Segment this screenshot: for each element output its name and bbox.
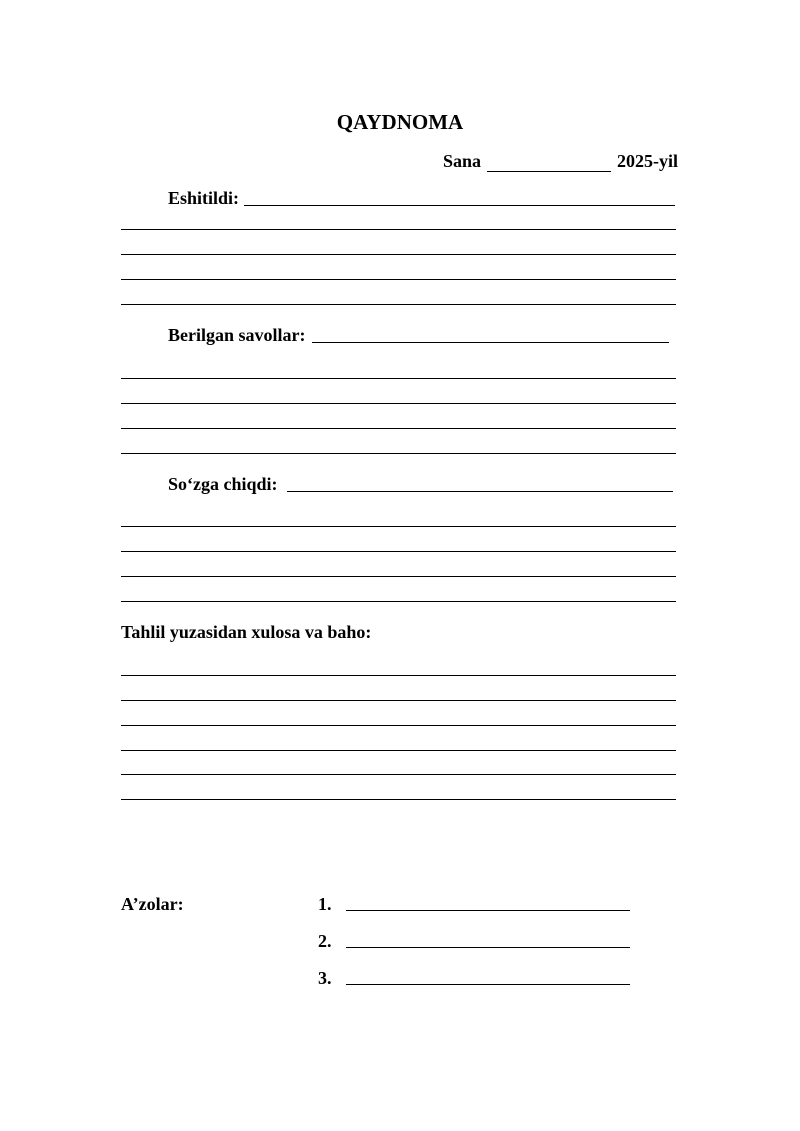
member-number-3: 3. <box>318 968 332 988</box>
heard-inline-blank[interactable] <box>244 205 675 206</box>
document-title: QAYDNOMA <box>336 110 464 134</box>
spoke-line-4[interactable] <box>121 601 676 602</box>
conclusion-label: Tahlil yuzasidan xulosa va baho: <box>121 622 372 642</box>
date-line <box>443 150 678 172</box>
questions-label: Berilgan savollar: <box>168 325 306 345</box>
spoke-line-1[interactable] <box>121 526 676 527</box>
questions-line-2[interactable] <box>121 403 676 404</box>
spoke-line-2[interactable] <box>121 551 676 552</box>
spoke-inline-blank[interactable] <box>287 491 673 492</box>
heard-line-2[interactable] <box>121 254 676 255</box>
heard-line-3[interactable] <box>121 279 676 280</box>
member-number-2: 2. <box>318 931 332 951</box>
heard-line-1[interactable] <box>121 229 676 230</box>
member-signature-line-2[interactable] <box>346 947 630 948</box>
questions-inline-blank[interactable] <box>312 342 669 343</box>
conclusion-line-3[interactable] <box>121 725 676 726</box>
member-signature-line-1[interactable] <box>346 910 630 911</box>
conclusion-line-2[interactable] <box>121 700 676 701</box>
conclusion-line-1[interactable] <box>121 675 676 676</box>
date-prefix: Sana <box>443 151 482 171</box>
spoke-line-3[interactable] <box>121 576 676 577</box>
date-suffix: 2025-yil <box>617 151 679 171</box>
spoke-label: So‘zga chiqdi: <box>168 474 278 494</box>
member-number-1: 1. <box>318 894 332 914</box>
questions-line-3[interactable] <box>121 428 676 429</box>
conclusion-line-4[interactable] <box>121 750 676 751</box>
conclusion-line-5[interactable] <box>121 774 676 775</box>
member-signature-line-3[interactable] <box>346 984 630 985</box>
conclusion-line-6[interactable] <box>121 799 676 800</box>
heard-line-4[interactable] <box>121 304 676 305</box>
date-blank-field[interactable] <box>487 154 611 172</box>
questions-line-4[interactable] <box>121 453 676 454</box>
questions-line-1[interactable] <box>121 378 676 379</box>
members-label: A’zolar: <box>121 894 184 914</box>
heard-label: Eshitildi: <box>168 188 240 208</box>
